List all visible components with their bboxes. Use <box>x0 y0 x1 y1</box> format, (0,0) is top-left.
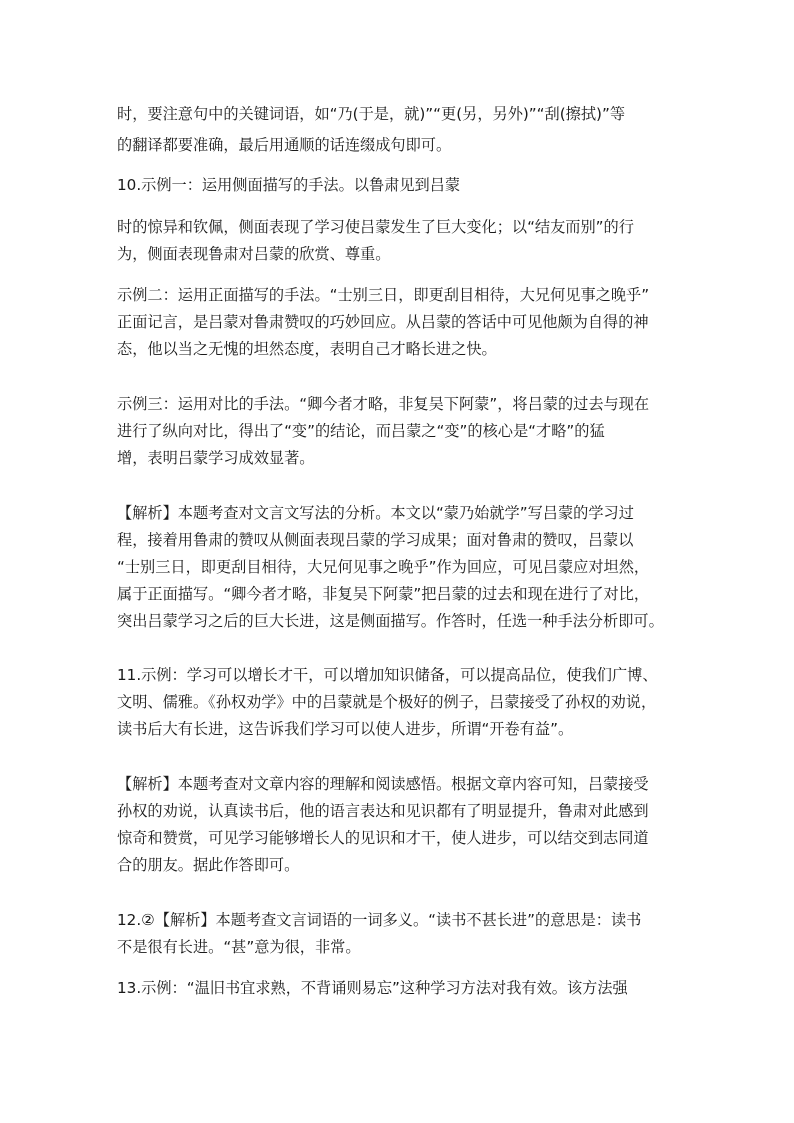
text-line: 属于正面描写。“卿今者才略，非复吴下阿蒙”把吕蒙的过去和现在进行了对比， <box>117 585 650 603</box>
text-line: 文明、儒雅。《孙权劝学》中的吕蒙就是个极好的例子，吕蒙接受了孙权的劝说， <box>117 693 657 711</box>
paragraph-q11-example <box>117 662 683 743</box>
text-line: 进行了纵向对比，得出了“变”的结论，而吕蒙之“变”的核心是“才略”的猛 <box>117 422 605 440</box>
text-line: 【解析】本题考查对文言文写法的分析。本文以“蒙乃始就学”写吕蒙的学习过 <box>117 504 634 522</box>
text-line: 孙权的劝说，认真读书后，他的语言表达和见识都有了明显提升，鲁肃对此感到 <box>117 802 649 820</box>
text-line: 正面记言，是吕蒙对鲁肃赞叹的巧妙回应。从吕蒙的答话中可见他颇为自得的神 <box>117 313 649 331</box>
paragraph-q11-analysis <box>117 771 683 879</box>
paragraph-q9-continued <box>117 101 683 159</box>
text-line: 合的朋友。据此作答即可。 <box>117 856 300 874</box>
text-line: 突出吕蒙学习之后的巨大长进，这是侧面描写。作答时，任选一种手法分析即可。 <box>117 612 664 630</box>
text-line: 为，侧面表现鲁肃对吕蒙的欣赏、尊重。 <box>117 245 391 263</box>
text-line: 示例二：运用正面描写的手法。“士别三日，即更刮目相待，大兄何见事之晚乎” <box>117 286 650 304</box>
text-line: 【解析】本题考查对文章内容的理解和阅读感悟。根据文章内容可知，吕蒙接受 <box>117 775 649 793</box>
text-line: “士别三日，即更刮目相待，大兄何见事之晚乎”作为回应，可见吕蒙应对坦然， <box>117 558 650 576</box>
text-line: 示例三：运用对比的手法。“卿今者才略，非复吴下阿蒙”，将吕蒙的过去与现在 <box>117 395 650 413</box>
text-line: 读书后大有长进，这告诉我们学习可以使人进步，所谓“开卷有益”。 <box>117 720 574 738</box>
text-line: 增，表明吕蒙学习成效显著。 <box>117 449 315 467</box>
paragraph-q13 <box>117 975 683 1002</box>
text-line: 时的惊异和钦佩，侧面表现了学习使吕蒙发生了巨大变化；以“结友而别”的行 <box>117 218 634 236</box>
paragraph-q12 <box>117 907 683 961</box>
text-line: 惊奇和赞赏，可见学习能够增长人的见识和才干，使人进步，可以结交到志同道 <box>117 829 649 847</box>
text-line: 程，接着用鲁肃的赞叹从侧面表现吕蒙的学习成果；面对鲁肃的赞叹，吕蒙以 <box>117 531 634 549</box>
text-line: 时，要注意句中的关键词语，如“乃(于是，就)”“更(另，另外)”“刮(擦拭)”等 <box>117 105 626 123</box>
text-line: 的翻译都要准确，最后用通顺的话连缀成句即可。 <box>117 136 452 154</box>
text-line: 不是很有长进。“甚”意为很，非常。 <box>117 938 361 956</box>
paragraph-q10-example3 <box>117 391 683 472</box>
text-line: 10.示例一：运用侧面描写的手法。以鲁肃见到吕蒙 <box>117 176 461 194</box>
paragraph-q10-example2 <box>117 282 683 363</box>
paragraph-q10-analysis <box>117 500 683 635</box>
text-line: 11.示例：学习可以增长才干，可以增加知识储备，可以提高品位，使我们广博、 <box>117 666 658 684</box>
text-line: 12.②【解析】本题考查文言词语的一词多义。“读书不甚长进”的意思是：读书 <box>117 911 642 929</box>
paragraph-q10-example1-head <box>117 172 683 199</box>
paragraph-q10-example1-body <box>117 214 683 268</box>
text-line: 13.示例：“温旧书宜求熟，不背诵则易忘”这种学习方法对我有效。该方法强 <box>117 979 628 997</box>
text-line: 态，他以当之无愧的坦然态度，表明自己才略长进之快。 <box>117 340 497 358</box>
